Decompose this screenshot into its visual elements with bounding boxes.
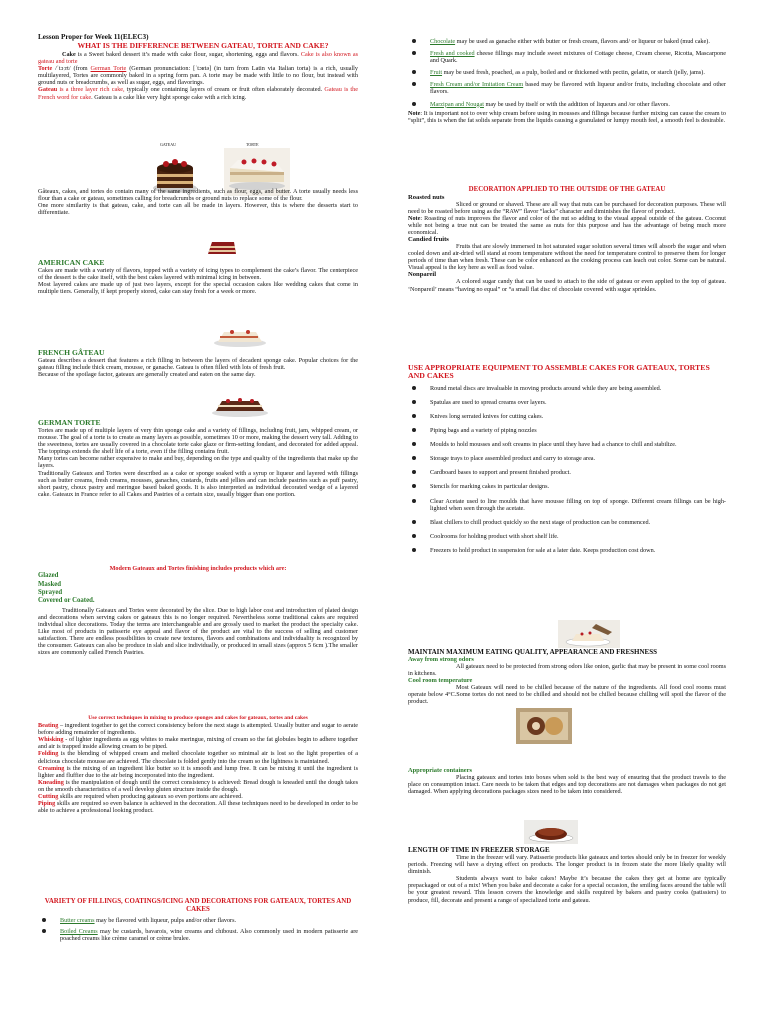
cake-box-image bbox=[524, 820, 578, 844]
finish-sprayed: Sprayed bbox=[38, 588, 63, 596]
finish-glazed: Glazed bbox=[38, 572, 59, 580]
roasted-nuts-body: Sliced or ground or shaved. These are all way that nuts can be purchased for decoration purposes. These will need to be roasted before using as the “RAW” flavor “lacks” character and diminishes the flavor of product. bbox=[408, 200, 726, 215]
bullet-icon bbox=[412, 456, 416, 460]
technique-piping: Piping skills are required so even balance is achieved in the decoration. All these techniques need to be developed in order to be able to achieve a professional looking product. bbox=[38, 800, 358, 815]
bullet-icon bbox=[42, 918, 46, 922]
filling-fresh-cream: Fresh Cream and/or Imitation Cream based may be flavored with liqueur and/or fruits, including chocolate and other flavors. bbox=[408, 81, 726, 95]
cool-room-image bbox=[516, 708, 572, 744]
modern-heading: Modern Gateaux and Tortes finishing includes products which are: bbox=[109, 565, 287, 572]
mixing-techniques-section bbox=[38, 715, 358, 814]
modern-body: Traditionally Gateaux and Tortes were decorated by the slice. Due to high labor cost and introduction of plated design and decorations when serving cakes or gateaux this is no longer required. Nevertheless some traditional cakes are required individual slice decorations. Today the terms are interchangeable and are grossly used to market the product the specialty cake. Like most of products in patisserie eye appeal and flavor of the product are vital to the success of selling and customer satisfaction. There are endless possibilities to create new textures, flavors and combinations and individuality is recognized by the consumer. Gateaux can also be produce in slab and slice individually, or produced in small sizes (approx 5 6cm ).The smaller sizes are commonly called French Pastries. bbox=[38, 606, 358, 657]
finish-covered: Covered or Coated. bbox=[38, 597, 95, 605]
techniques-heading: Use correct techniques in mixing to produce sponges and cakes for gateaux, tortes and cakes bbox=[88, 715, 308, 721]
finish-masked: Masked bbox=[38, 580, 62, 588]
french-gateau-image bbox=[208, 396, 272, 418]
bullet-icon bbox=[412, 51, 416, 55]
french-gateau-body: Gateau describes a dessert that features a rich filling in between the layers of decadent sponge cake. Popular choices for the gateau filling include thick cream, mousse, or ganache. Gateau is often filled with lots of fresh fruit. Because of the spoilage factor, gateaux are generally created and eaten on the same day. bbox=[38, 357, 358, 379]
bullet-icon bbox=[412, 520, 416, 524]
equipment-section bbox=[408, 364, 726, 554]
technique-kneading: Kneading is the manipulation of dough until the correct consistency is achieved: Bread dough is kneaded until the dough takes on the smooth characteristics of a well develop gluten structure inside the dough. bbox=[38, 778, 358, 793]
comparison-paragraph: Gâteaux, cakes, and tortes do contain many of the same ingredients, such as flour, eggs, and butter. A torte usually needs less flour than a cake or gateau, sometimes calling for breadcrumbs or ground nuts to replace some of the flour. One more similarity is that gateau, cake, and torte can all be made in layers. However, this is where the desserts start to differentiate. bbox=[38, 188, 358, 217]
american-cake-section bbox=[38, 258, 358, 295]
cool-room-title: Cool room temperature bbox=[408, 677, 473, 685]
american-cake-title: AMERICAN CAKE bbox=[38, 258, 105, 267]
equipment-item: Moulds to hold mousses and soft creams in place until they have had a chance to chill and stabilize. bbox=[408, 441, 726, 448]
freezer-section bbox=[408, 846, 726, 904]
technique-whisking: Whisking - of lighter ingredients as egg whites to make meringue, mixing of cream so the fat globules begin to adhere together and air is trapped inside allowing cream to be piped. bbox=[38, 736, 358, 751]
whip-cream-note: Note: It is important not to over whip cream before using in mousses and fillings because further mixing can cause the cream to “split”, this is when the fat solids separate from the liquids causing a granulated or lumpy mouth feel, a smooth feel is desirable. bbox=[408, 109, 726, 124]
technique-folding: Folding is the blending of whipped cream and melted chocolate together so minimal air is lost so the light properties of a delicious chocolate mousse are achieved. The chocolate is folded gently into the cream so the lightness is maintained. bbox=[38, 750, 358, 765]
containers-body: Placing gateaux and tortes into boxes when sold is the best way of ensuring that the product travels to the place on consumption intact. Care needs to be taken that edges and top decorations are not damages when packages do not get damaged. When applying decorations packages sizes need to be taken into considered. bbox=[408, 774, 726, 796]
technique-creaming: Creaming is the mixing of an ingredient like butter so it is smooth and lump free. It can be mixing it until the ingredient is lighter and fluffier due to the air being incorporated into the ingredient. bbox=[38, 764, 358, 779]
equipment-item: Piping bags and a variety of piping nozzles bbox=[408, 427, 726, 434]
decoration-heading: DECORATION APPLIED TO THE OUTSIDE OF THE GATEAU bbox=[468, 186, 666, 193]
filling-marzipan: Marzipan and Nougat may be used by itself or with the addition of liqueurs and /or other flavors. bbox=[408, 101, 726, 108]
bullet-icon bbox=[412, 534, 416, 538]
technique-beating: Beating – ingredient together to get the correct consistency before the next stage is attempted. Usually butter and sugar to aerate before adding remainder of ingredients. bbox=[38, 722, 358, 737]
modern-gateaux-section bbox=[38, 565, 358, 656]
american-cake-body: Cakes are made with a variety of flavors, topped with a variety of icing types to complement the cake’s flavor. The centerpiece of the dessert is the cake itself, with the best cakes layered with minimal icing in between. Most layered cakes are made up of just two layers, except for the special occasion cakes like wedding cakes that come in multiple tiers. Generally, if kept properly stored, cake can stay fresh for a week or more. bbox=[38, 267, 358, 296]
american-cake-image bbox=[210, 326, 270, 348]
torte-definition: Torte /ˈtɔːrt/ (from German Torte (German pronunciation: [ˈtɔʁtə] (in turn from Latin via Italian torta) is a rich, usually multilayered, Tortes are commonly baked in a spring form pan. A torte may be made with little to no flour, but instead with ground nuts or breadcrumbs, as well as sugar, eggs, and flavorings. bbox=[38, 65, 358, 87]
technique-cutting: Cutting skills are required when producing gateaux so even portions are achieved. bbox=[38, 793, 243, 801]
german-torte-title: GERMAN TORTE bbox=[38, 418, 101, 427]
cool-room-body: Most Gateaux will need to be chilled because of the nature of the ingredients. All food cool rooms must operate below 4°C.Some tortes do not need to be chilled and should not be chilled because chilling will spoil the flavor of the product. bbox=[408, 684, 726, 706]
bullet-icon bbox=[412, 499, 416, 503]
filling-chocolate: Chocolate may be used as ganache either with butter or fresh cream, flavors and/ or liqueur or baked (mud cake). bbox=[408, 38, 726, 45]
bullet-icon bbox=[412, 70, 416, 74]
french-gateau-title: FRENCH GÂTEAU bbox=[38, 348, 105, 357]
german-torte-section bbox=[38, 418, 358, 498]
freezer-body-2: Students always want to bake cakes! Maybe it’s because the cakes they get at home are typically prepackaged or out of a mix! When you bake and decorate a cake for a special occasion, the smiling faces around the table will be your greatest reward. This lesson covers the knowledge and skills required by bakers and pastry cooks (patissiers) to produce, fill, decorate and present a range of specialized torte and gateau. bbox=[408, 875, 726, 904]
nonpareil-title: Nonpareil bbox=[408, 271, 437, 279]
containers-title: Appropriate containers bbox=[408, 767, 472, 774]
equipment-item: Storage trays to place assembled product and carry to storage area. bbox=[408, 455, 726, 462]
equipment-item: Blast chillers to chill product quickly so the next stage of production can be commenced. bbox=[408, 519, 726, 526]
cake-decorating-image bbox=[558, 620, 620, 648]
bullet-icon bbox=[412, 386, 416, 390]
filling-cheese: Fresh and cooked cheese fillings may include sweet mixtures of Cottage cheese, Cream cheese, Ricotta, Mascarpone and Quark. bbox=[408, 50, 726, 64]
equipment-item: Knives long serrated knives for cutting cakes. bbox=[408, 413, 726, 420]
fillings-list-right bbox=[408, 38, 726, 108]
lesson-title: Lesson Proper for Week 11(ELEC3) bbox=[38, 33, 149, 41]
bullet-icon bbox=[412, 102, 416, 106]
bullet-icon bbox=[412, 82, 416, 86]
gateau-caption: GATEAU bbox=[160, 142, 176, 147]
equipment-list bbox=[408, 385, 726, 554]
equipment-item: Cardboard bases to support and present finished product. bbox=[408, 469, 726, 476]
bullet-icon bbox=[412, 484, 416, 488]
fillings-list-left bbox=[38, 917, 358, 942]
torte-caption: TORTE bbox=[246, 142, 259, 147]
equipment-item: Clear Acetate used to line moulds that have mousse filling on top of sponge. Different cream fillings can be high-lighted when seen through the acetate. bbox=[408, 498, 726, 512]
cake-definition: Cake is a Sweet baked dessert it’s made with cake flour, sugar, shortening, eggs and flavors. Cake is also known as gateau and torte bbox=[38, 51, 358, 66]
bullet-icon bbox=[412, 400, 416, 404]
equipment-item: Coolrooms for holding product with short shelf life. bbox=[408, 533, 726, 540]
equipment-item: Round metal discs are invaluable in moving products around while they are being assembled. bbox=[408, 385, 726, 392]
fillings-section bbox=[38, 898, 358, 942]
bullet-icon bbox=[412, 428, 416, 432]
bullet-icon bbox=[412, 470, 416, 474]
german-torte-body: Tortes are made up of multiple layers of very thin sponge cake and a variety of fillings, including fruit, jam, whipped cream, or mousse. The goal of a torte is to create as many layers as possible, sometimes 10 or more, making the dessert very tall. Adding to the sweetness, tortes are usually covered in a chocolate torte cake glaze or firm-setting fondant, and decorated for added appeal. The toppings extends the shelf life of a torte, even if the filling contains fruit. Many tortes can become rather expensive to make and buy, depending on the type and quality of the ingredients that make up the layers. Traditionally Gateaux and Tortes were described as a cake or sponge soaked with a syrup or liqueur and layered with fillings such as butter creams, fresh creams, mousses, ganaches, custards, fruits and jellies and can include pastries such as puff pastry, short pastry, choux pastry and meringue based baked goods. It is also interpreted as individual decorated wedge of a layered cake. Gateaux in France refer to all Cakes and Pastries of a certain size, usually bigger than one portion. bbox=[38, 427, 358, 498]
quality-heading: MAINTAIN MAXIMUM EATING QUALITY, APPEARANCE AND FRESHNESS bbox=[408, 648, 657, 656]
bullet-icon bbox=[42, 929, 46, 933]
filling-fruit: Fruit may be used fresh, poached, as a pulp, boiled and or thickened with pectin, gelatin, or starch (jelly, jams). bbox=[408, 69, 726, 76]
filling-butter-creams: Butter creams may be flavored with liqueur, pulps and/or other flavors. bbox=[38, 917, 358, 924]
bullet-icon bbox=[412, 414, 416, 418]
french-gateau-section bbox=[38, 348, 358, 378]
filling-boiled-creams: Boiled Creams may be custards, bavarois, wine creams and chiboust. Also commonly used in modern patisserie are poached creams like crème caramel or crème brulee. bbox=[38, 928, 358, 942]
freezer-heading: LENGTH OF TIME IN FREEZER STORAGE bbox=[408, 846, 550, 854]
odor-title: Away from strong odors bbox=[408, 656, 474, 663]
gateau-definition: Gateau is a three layer rich cake, typically one containing layers of cream or fruit often elaborately decorated. Gateau is the French word for cake. Gateau is a cake like very light sponge cake with a rich icing. bbox=[38, 86, 358, 101]
fillings-continued bbox=[408, 38, 726, 124]
equipment-item: Freezers to hold product in suspension for sale at a later date. Keeps production cost down. bbox=[408, 547, 726, 554]
intro-section bbox=[38, 51, 358, 101]
quality-section bbox=[408, 648, 726, 705]
roasted-nuts-title: Roasted nuts bbox=[408, 193, 445, 201]
fillings-heading: VARIETY OF FILLINGS, COATINGS/ICING AND DECORATIONS FOR GATEAUX, TORTES AND CAKES bbox=[44, 898, 352, 913]
main-question-heading: WHAT IS THE DIFFERENCE BETWEEN GATEAU, TORTE AND CAKE? bbox=[77, 41, 329, 50]
equipment-item: Stencils for marking cakes in particular designs. bbox=[408, 483, 726, 490]
roasting-note: Note: Roasting of nuts improves the flavor and color of the nut so adding to the visual appeal outside of the gateau. Coconut while not being a true nut can be treated the same as nuts for this purpose and has the advantage of being much more economical. bbox=[408, 214, 726, 236]
candied-fruits-title: Candied fruits bbox=[408, 236, 449, 244]
decoration-section bbox=[408, 186, 726, 293]
nonpareil-body: A colored sugar candy that can be used to attach to the side of gateau or even applied to the top of gateau. ‘Nonpareil’ means “having no equal” or “a small flat disc of chocolate covered with sugar sprinkles. bbox=[408, 278, 726, 293]
equipment-heading: USE APPROPRIATE EQUIPMENT TO ASSEMBLE CAKES FOR GATEAUX, TORTES AND CAKES bbox=[408, 363, 710, 381]
bullet-icon bbox=[412, 442, 416, 446]
bullet-icon bbox=[412, 39, 416, 43]
freezer-body-1: Time in the freezer will vary. Patisserie products like gateaux and tortes should only be in freezer for weekly periods. Freezing will have a drying effect on products. The longer product is in frozen state the more likely quality will diminish. bbox=[408, 854, 726, 876]
containers-section bbox=[408, 767, 726, 795]
cake-slice-image bbox=[204, 236, 240, 258]
candied-fruits-body: Fruits that are slowly immersed in hot saturated sugar solution several times will absorb the sugar and when cooled down and air-dried will stand at room temperature without the need for temperature control to preserve them for longer periods of time than when fresh. These can be color enhanced as the cooking process can leach out color. Some can be natural. Visual appeal is the key here as well as food value. bbox=[408, 243, 726, 272]
bullet-icon bbox=[412, 548, 416, 552]
odor-body: All gateaux need to be protected from strong odors like onion, garlic that may be present in some cool rooms in kitchens. bbox=[408, 663, 726, 678]
equipment-item: Spatulas are used to spread creams over layers. bbox=[408, 399, 726, 406]
